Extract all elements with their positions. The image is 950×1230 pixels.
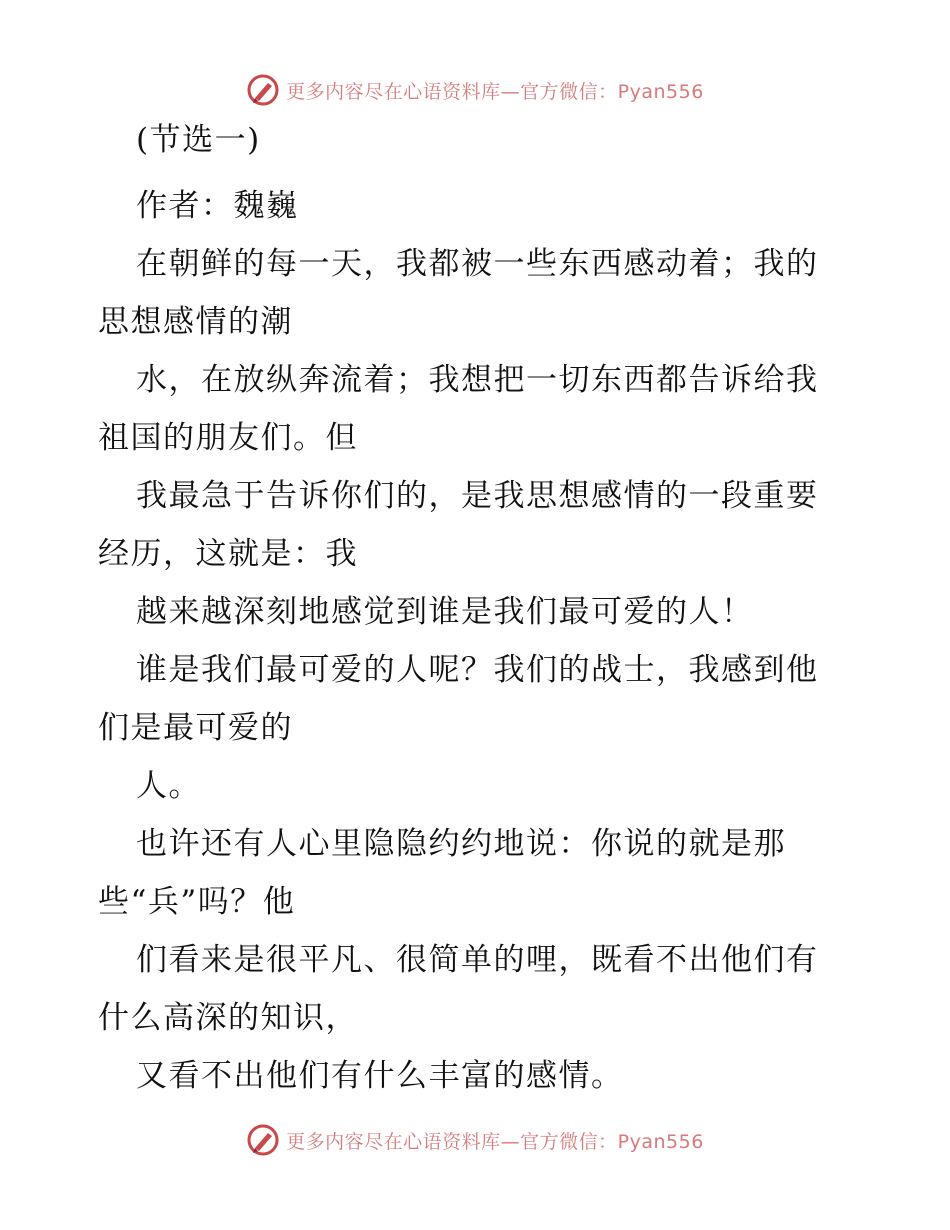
text-line: 祖国的朋友们。但 [98, 420, 358, 456]
text-line: 又看不出他们有什么丰富的感情。 [136, 1058, 624, 1094]
text-line: 些“兵”吗？他 [98, 884, 296, 920]
section-label: (节选一) [136, 122, 261, 158]
footer-banner [0, 1120, 950, 1160]
text-line: 水，在放纵奔流着；我想把一切东西都告诉给我 [136, 362, 819, 398]
text-line: 们是最可爱的 [98, 710, 293, 746]
author-line: 作者：魏巍 [136, 188, 299, 224]
text-line: 经历，这就是：我 [98, 536, 358, 572]
text-line: 人。 [136, 768, 201, 804]
pen-logo-icon [246, 1123, 280, 1157]
pen-logo-icon [246, 73, 280, 107]
text-line: 越来越深刻地感觉到谁是我们最可爱的人！ [136, 594, 754, 630]
header-banner-text: 更多内容尽在心语资料库—官方微信：Pyan556 [286, 80, 704, 103]
text-line: 什么高深的知识， [98, 1000, 358, 1036]
text-line: 在朝鲜的每一天，我都被一些东西感动着；我的 [136, 246, 819, 282]
text-line: 也许还有人心里隐隐约约地说：你说的就是那 [136, 826, 786, 862]
footer-banner-text: 更多内容尽在心语资料库—官方微信：Pyan556 [286, 1130, 704, 1153]
text-line: 谁是我们最可爱的人呢？我们的战士，我感到他 [136, 652, 819, 688]
text-line: 思想感情的潮 [98, 304, 293, 340]
header-banner [0, 70, 950, 110]
text-line: 我最急于告诉你们的，是我思想感情的一段重要 [136, 478, 819, 514]
text-line: 们看来是很平凡、很简单的哩，既看不出他们有 [136, 942, 819, 978]
